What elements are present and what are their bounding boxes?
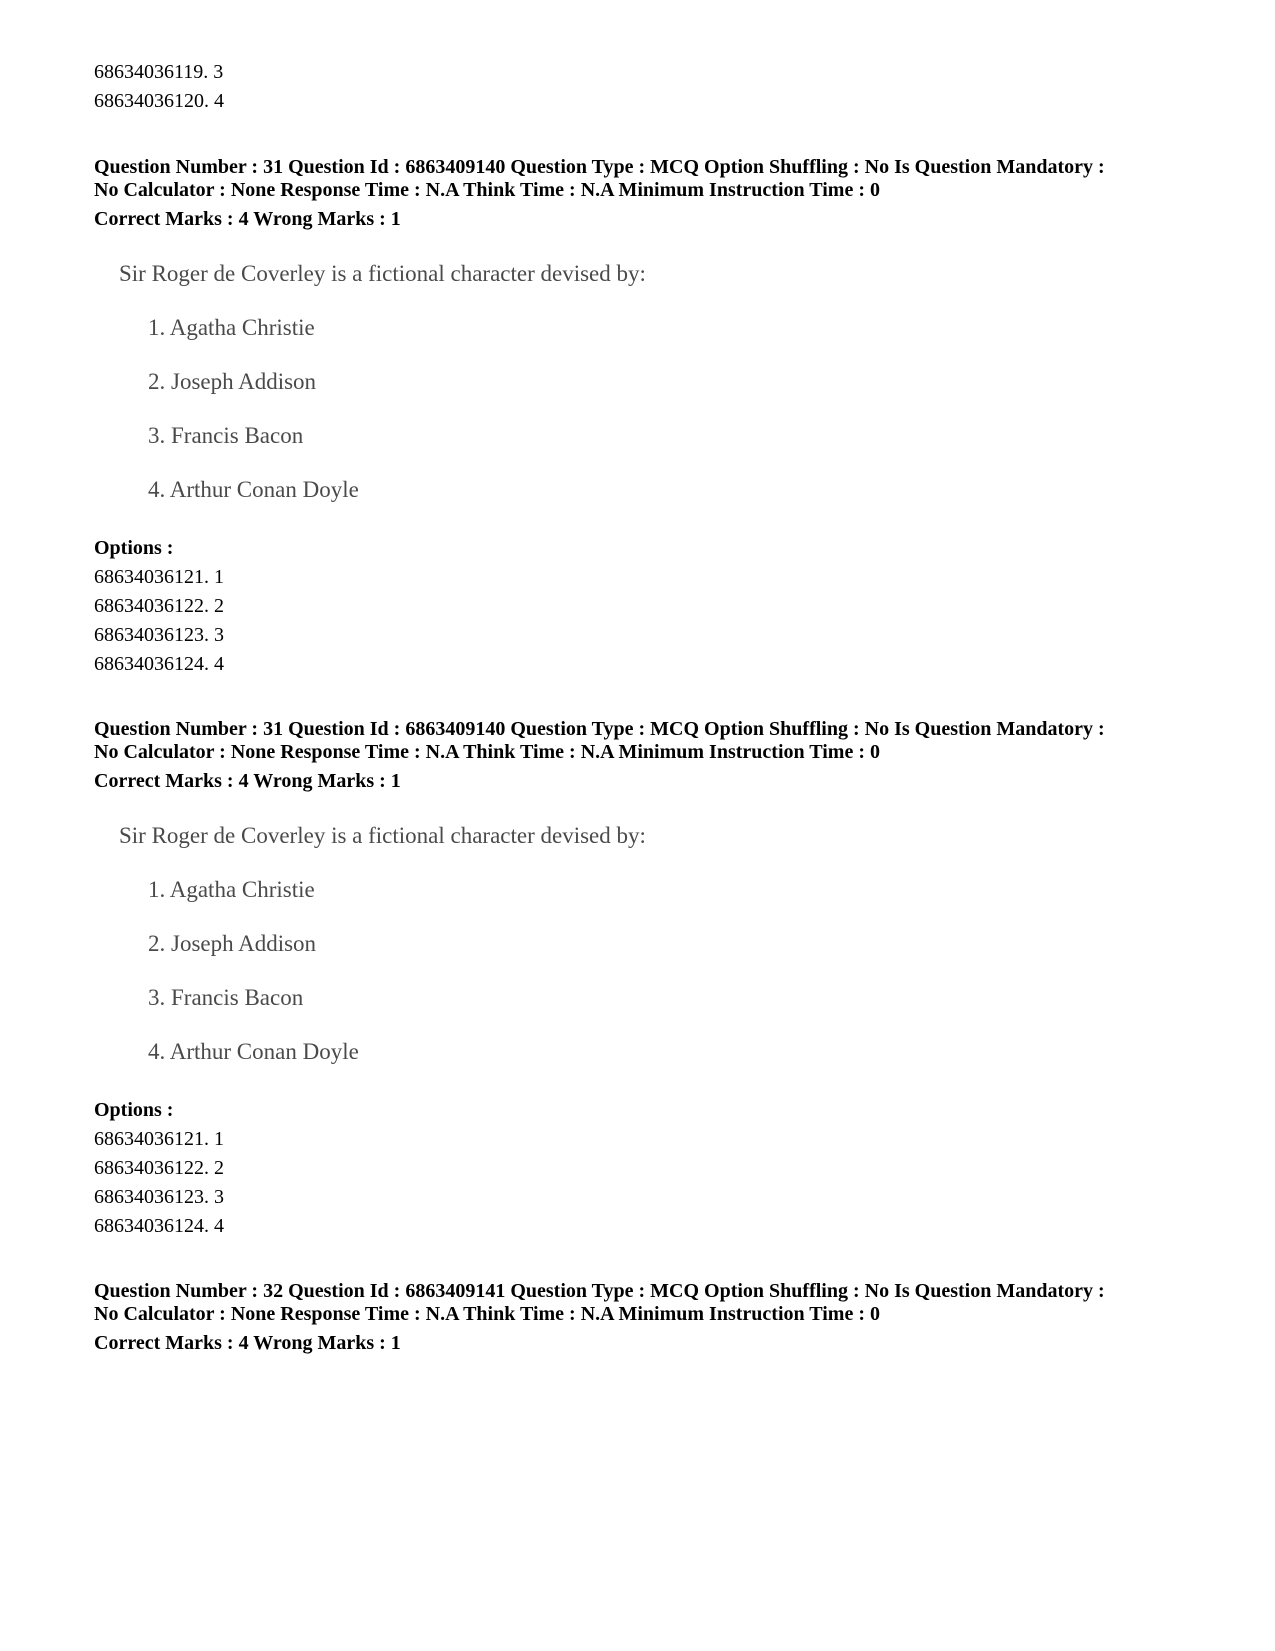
question-meta-line-1: Question Number : 32 Question Id : 6863409141 Question Type : MCQ Option Shuffling : No Is Question Mandatory :: [94, 1280, 1105, 1302]
marks-line: Correct Marks : 4 Wrong Marks : 1: [94, 1332, 401, 1354]
question-meta-line-1: Question Number : 31 Question Id : 6863409140 Question Type : MCQ Option Shuffling : No Is Question Mandatory :: [94, 718, 1105, 740]
option-line: 68634036119. 3: [94, 61, 224, 83]
answer-choice: 3. Francis Bacon: [148, 985, 304, 1010]
marks-line: Correct Marks : 4 Wrong Marks : 1: [94, 208, 401, 230]
option-line: 68634036124. 4: [94, 1215, 224, 1237]
option-line: 68634036120. 4: [94, 90, 224, 112]
answer-choice: 4. Arthur Conan Doyle: [148, 477, 359, 502]
question-stem: Sir Roger de Coverley is a fictional character devised by:: [119, 261, 646, 286]
option-line: 68634036122. 2: [94, 595, 224, 617]
question-meta-line-2: No Calculator : None Response Time : N.A Think Time : N.A Minimum Instruction Time : 0: [94, 179, 880, 201]
question-stem: Sir Roger de Coverley is a fictional character devised by:: [119, 823, 646, 848]
answer-choice: 4. Arthur Conan Doyle: [148, 1039, 359, 1064]
option-line: 68634036121. 1: [94, 566, 224, 588]
answer-choice: 3. Francis Bacon: [148, 423, 304, 448]
answer-choice: 2. Joseph Addison: [148, 931, 317, 956]
options-label: Options :: [94, 537, 174, 559]
marks-line: Correct Marks : 4 Wrong Marks : 1: [94, 770, 401, 792]
question-meta-line-2: No Calculator : None Response Time : N.A Think Time : N.A Minimum Instruction Time : 0: [94, 1303, 880, 1325]
question-meta-line-1: Question Number : 31 Question Id : 6863409140 Question Type : MCQ Option Shuffling : No Is Question Mandatory :: [94, 156, 1105, 178]
option-line: 68634036124. 4: [94, 653, 224, 675]
option-line: 68634036123. 3: [94, 624, 224, 646]
answer-choice: 1. Agatha Christie: [148, 877, 315, 902]
question-meta-line-2: No Calculator : None Response Time : N.A Think Time : N.A Minimum Instruction Time : 0: [94, 741, 880, 763]
answer-choice: 1. Agatha Christie: [148, 315, 315, 340]
options-label: Options :: [94, 1099, 174, 1121]
option-line: 68634036121. 1: [94, 1128, 224, 1150]
option-line: 68634036122. 2: [94, 1157, 224, 1179]
answer-choice: 2. Joseph Addison: [148, 369, 317, 394]
option-line: 68634036123. 3: [94, 1186, 224, 1208]
